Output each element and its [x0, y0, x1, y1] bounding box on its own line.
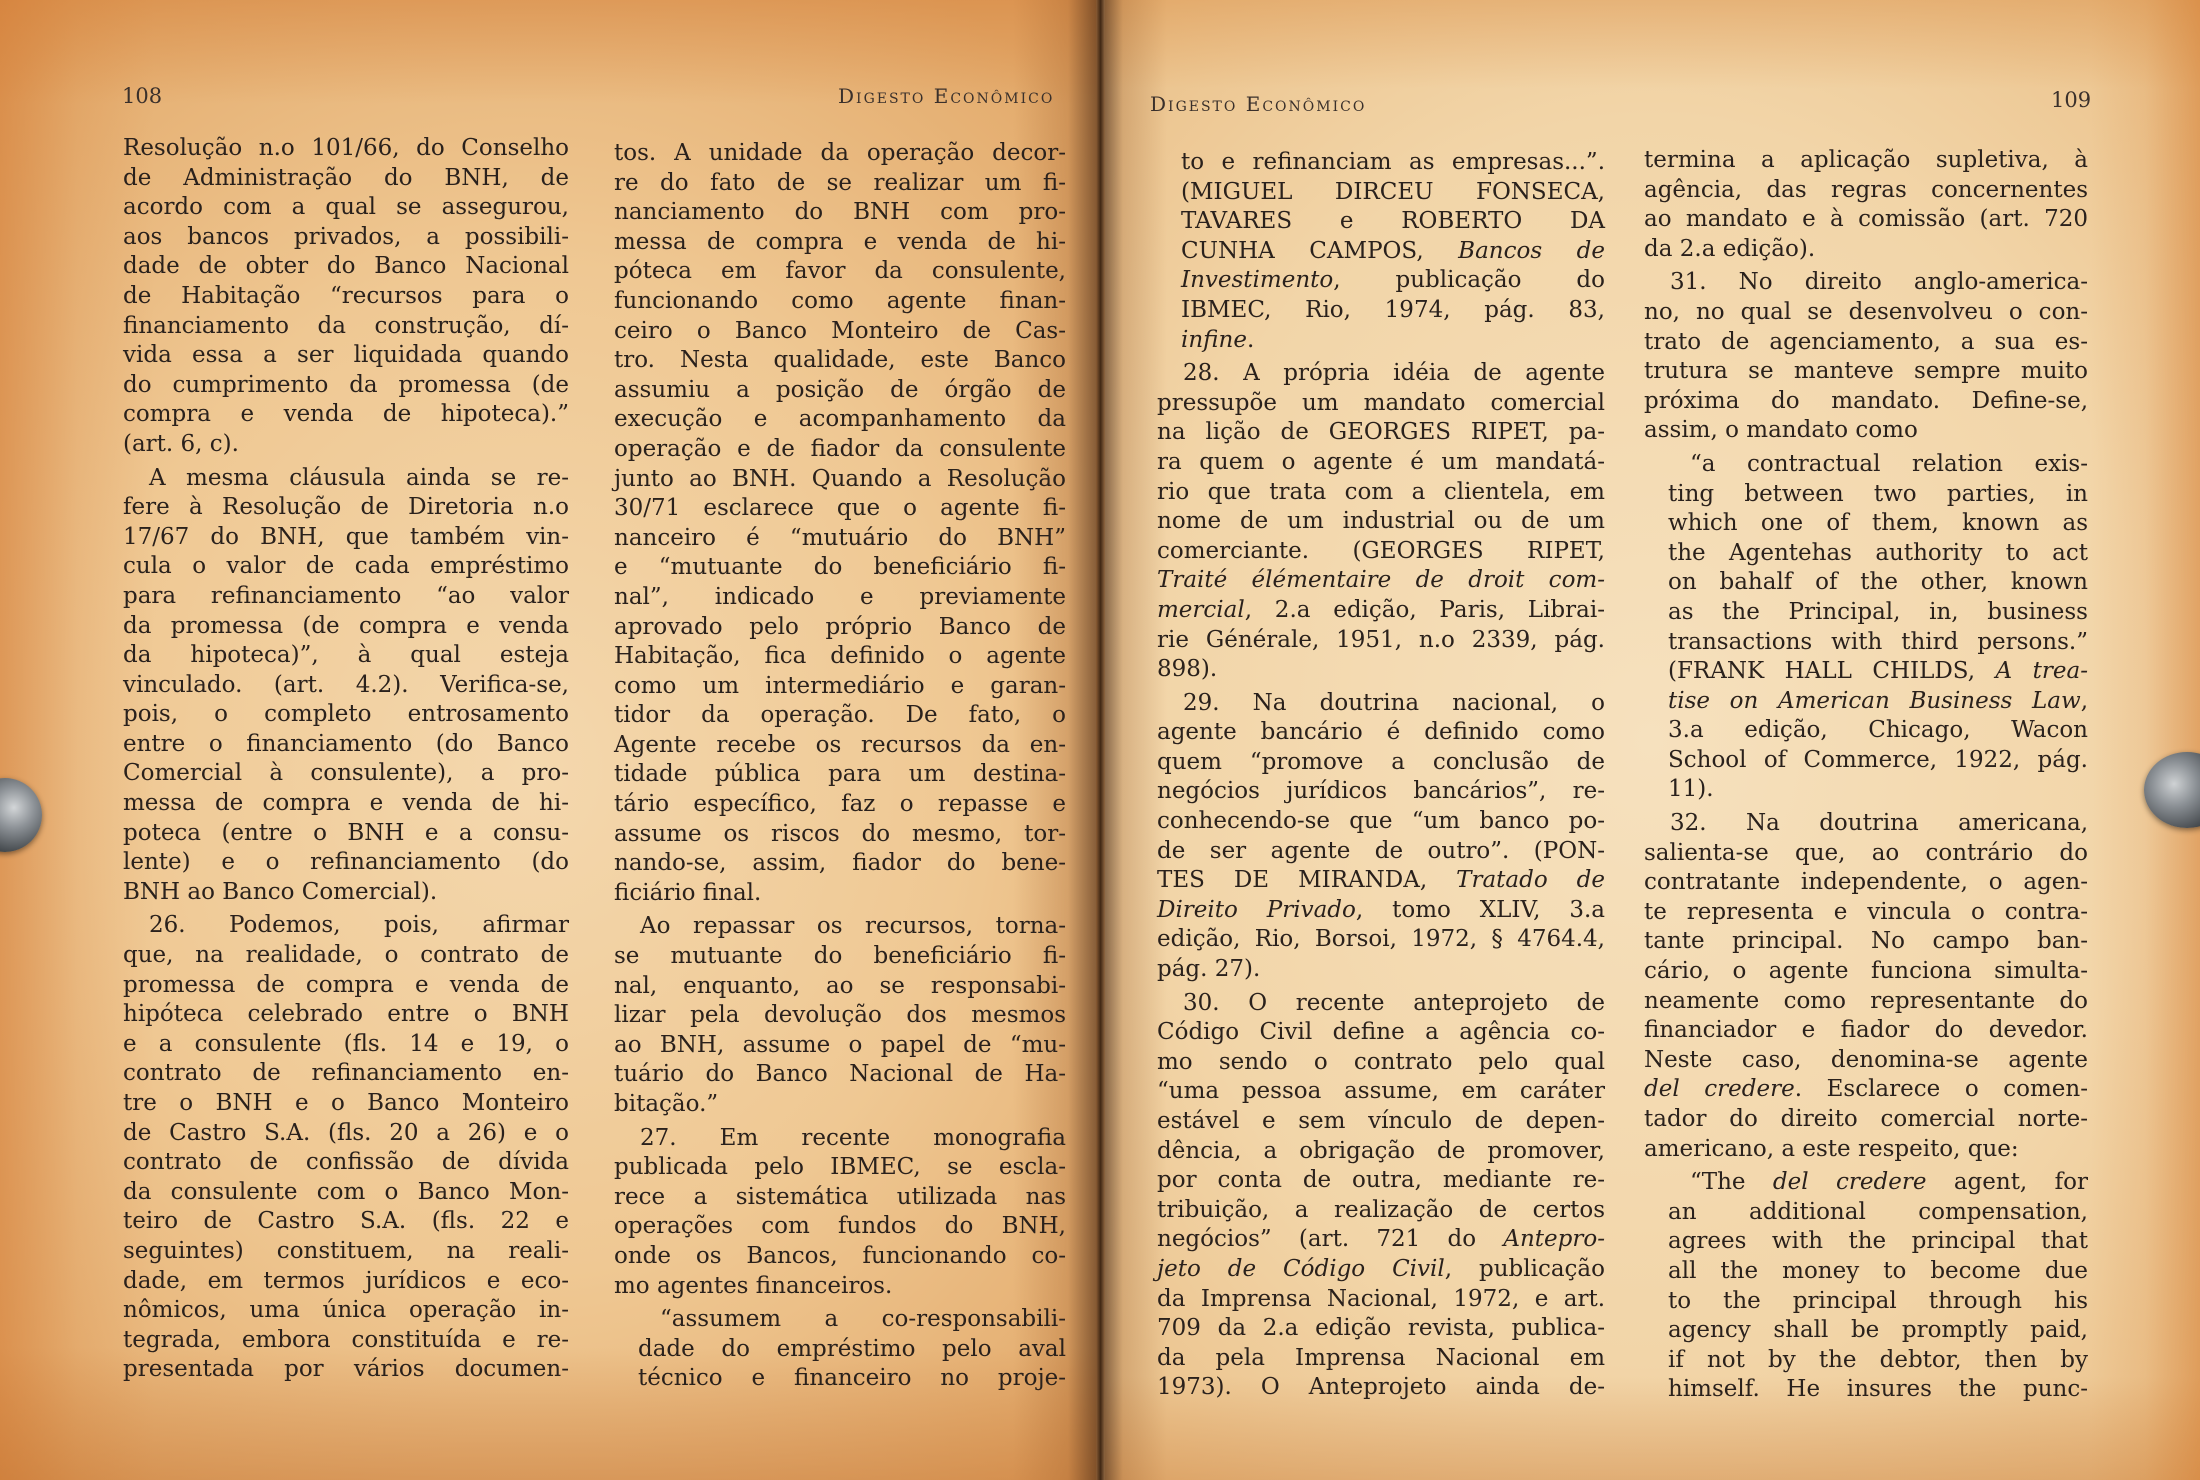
text-line: promessa de compra e venda de [123, 971, 569, 998]
text-line: póteca em favor da consulente, [614, 258, 1066, 285]
text-line: poteca (entre o BNH e a consu- [123, 819, 569, 846]
paragraph [1157, 359, 1605, 685]
text-line: re do fato de se realizar um fi- [614, 169, 1066, 196]
text-line: nômicos, uma única operação in- [123, 1297, 569, 1324]
text-line: hipóteca celebrado entre o BNH [123, 1001, 569, 1028]
text-line: entre o financiamento (do Banco [123, 730, 569, 757]
text-line: estável e sem vínculo de depen- [1157, 1108, 1605, 1134]
text-column-left-2 [614, 139, 1066, 1394]
text-line: técnico e financeiro no proje- [638, 1365, 1066, 1392]
block-quote [1668, 1168, 2088, 1405]
text-line: Direito Privado, tomo XLIV, 3.a [1157, 896, 1605, 923]
text-line: lente) e o refinanciamento (do [123, 849, 569, 876]
text-line: “assumem a co-responsabili- [660, 1306, 1066, 1333]
text-line: teiro de Castro S.A. (fls. 22 e [123, 1208, 569, 1235]
text-line: te representa e vincula o contra- [1644, 898, 2088, 925]
text-line: 1973). O Anteprojeto ainda de- [1157, 1374, 1605, 1401]
text-line: 27. Em recente monografia [640, 1124, 1066, 1151]
text-line: contrato de refinanciamento en- [123, 1060, 569, 1087]
text-line: e “mutuante do beneficiário fi- [614, 554, 1066, 581]
paragraph [614, 912, 1066, 1119]
text-line: Agente recebe os recursos da en- [614, 731, 1066, 758]
text-line: nal”, indicado e previamente [614, 583, 1066, 610]
paragraph [1644, 146, 2088, 264]
text-line: da pela Imprensa Nacional em [1157, 1344, 1605, 1371]
text-line: lizar pela devolução dos mesmos [614, 1002, 1066, 1029]
text-line: trato de agenciamento, a sua es- [1644, 328, 2088, 355]
text-line: da 2.a edição). [1644, 235, 1816, 262]
text-line: to the principal through his [1668, 1287, 2088, 1314]
text-line: comerciante. (GEORGES RIPET, [1157, 537, 1605, 564]
text-line: School of Commerce, 1922, pág. [1668, 746, 2088, 773]
text-line: tidade pública para um destina- [614, 761, 1066, 788]
text-line: CUNHA CAMPOS, Bancos de [1181, 237, 1605, 264]
italic-text: jeto de Código Civil [1157, 1255, 1445, 1282]
paragraph [123, 464, 569, 908]
text-line: tise on American Business Law, [1668, 687, 2088, 714]
text-line: publicada pelo IBMEC, se escla- [614, 1154, 1066, 1181]
text-line: IBMEC, Rio, 1974, pág. 83, [1181, 296, 1605, 323]
text-line: nanceiro é “mutuário do BNH” [614, 524, 1066, 551]
text-line: conhecendo-se que “um banco po- [1157, 808, 1605, 835]
running-title: Digesto Econômico [838, 84, 1055, 108]
text-line: dência, a obrigação de promover, [1157, 1137, 1605, 1164]
text-line: 29. Na doutrina nacional, o [1183, 689, 1605, 716]
text-line: an additional compensation, [1668, 1198, 2088, 1225]
text-line: messa de compra e venda de hi- [614, 228, 1066, 255]
text-line: “a contractual relation exis- [1690, 450, 2088, 477]
text-line: do cumprimento da promessa (de [123, 371, 569, 398]
text-line: TES DE MIRANDA, Tratado de [1157, 867, 1605, 894]
text-line: da hipoteca)”, à qual esteja [123, 642, 569, 669]
text-line: nando-se, assim, fiador do bene- [614, 850, 1066, 877]
text-line: tador do direito comercial norte- [1644, 1106, 2088, 1132]
text-line: dade de obter do Banco Nacional [123, 253, 569, 280]
text-line: “uma pessoa assume, em caráter [1157, 1078, 1605, 1105]
paragraph [614, 1124, 1066, 1302]
text-line: 26. Podemos, pois, afirmar [149, 912, 569, 939]
text-line: quem “promove a conclusão de [1157, 748, 1605, 775]
text-line: 30/71 esclarece que o agente fi- [614, 495, 1066, 522]
page-number: 108 [122, 84, 163, 108]
text-line: rio que trata com a clientela, em [1157, 478, 1605, 505]
italic-text: del credere [1772, 1169, 1927, 1196]
text-line: de ser agente de outro”. (PON- [1157, 837, 1605, 864]
text-line: agente bancário é definido como [1157, 719, 1605, 746]
text-line: e a consulente (fls. 14 e 19, o [123, 1030, 569, 1057]
text-line: tro. Nesta qualidade, este Banco [614, 347, 1066, 374]
text-line: acordo com a qual se assegurou, [123, 194, 569, 221]
text-line: operação e de fiador da consulente [614, 435, 1066, 462]
text-line: 30. O recente anteprojeto de [1183, 989, 1605, 1016]
text-line: 11). [1668, 776, 1714, 803]
text-line: fere à Resolução de Diretoria n.o [123, 494, 569, 521]
text-line: rece a sistemática utilizada nas [614, 1183, 1066, 1210]
paragraph [1644, 268, 2088, 446]
text-line: bitação.” [614, 1091, 719, 1117]
text-line: vinculado. (art. 4.2). Verifica-se, [123, 671, 569, 698]
text-line: (MIGUEL DIRCEU FONSECA, [1181, 178, 1605, 205]
text-line: como um intermediário e garan- [614, 672, 1066, 699]
text-line: assim, o mandato como [1644, 417, 1918, 444]
text-line: da Imprensa Nacional, 1972, e art. [1157, 1285, 1605, 1312]
text-line: to e refinanciam as empresas...”. [1181, 149, 1605, 175]
running-title: Digesto Econômico [1150, 92, 1367, 116]
text-line: 31. No direito anglo-america- [1670, 269, 2088, 296]
text-line: 28. A própria idéia de agente [1183, 360, 1605, 387]
text-line: Ao repassar os recursos, torna- [640, 913, 1066, 940]
text-line: ficiário final. [614, 879, 762, 906]
text-line: Habitação, fica definido o agente [614, 643, 1066, 670]
text-line: ao mandato e à comissão (art. 720 [1644, 206, 2088, 233]
text-line: da consulente com o Banco Mon- [123, 1178, 569, 1205]
right-page [1101, 0, 2200, 1480]
text-line: nome de um industrial ou de um [1157, 508, 1605, 535]
text-line: tante principal. No campo ban- [1644, 928, 2088, 955]
text-column-right-2 [1644, 146, 2088, 1405]
text-line: 3.a edição, Chicago, Wacon [1668, 717, 2088, 744]
text-line: salienta-se que, ao contrário do [1644, 839, 2088, 866]
text-line: pág. 27). [1157, 956, 1261, 983]
text-line: del credere. Esclarece o comen- [1644, 1076, 2088, 1103]
text-line: tos. A unidade da operação decor- [614, 140, 1066, 166]
italic-text: tise on American Business Law [1668, 687, 2081, 714]
text-line: execução e acompanhamento da [614, 406, 1066, 433]
block-quote [1181, 148, 1605, 355]
text-line: agency shall be promptly paid, [1668, 1317, 2088, 1344]
text-line: pois, o completo entrosamento [123, 701, 569, 728]
text-line: mo sendo o contrato pelo qual [1157, 1048, 1605, 1075]
text-line: if not by the debtor, then by [1668, 1346, 2088, 1373]
text-line: da promessa (de compra e venda [123, 612, 569, 639]
text-line: cula o valor de cada empréstimo [123, 553, 569, 580]
text-line: assume os riscos do mesmo, tor- [614, 820, 1066, 847]
text-line: which one of them, known as [1668, 510, 2088, 537]
italic-text: A trea- [1995, 658, 2088, 685]
text-line: nal, enquanto, ao se responsabi- [614, 972, 1066, 999]
text-line: termina a aplicação supletiva, à [1644, 147, 2088, 173]
block-quote [1668, 450, 2088, 805]
text-line: no, no qual se desenvolveu o con- [1644, 298, 2088, 325]
text-line: vida essa a ser liquidada quando [123, 342, 569, 369]
text-line: neamente como representante do [1644, 987, 2088, 1014]
text-line: himself. He insures the punc- [1668, 1376, 2088, 1403]
text-line: que, na realidade, o contrato de [123, 942, 569, 969]
text-line: agência, das regras concernentes [1644, 176, 2088, 203]
paragraph [614, 139, 1066, 908]
text-line: seguintes) constituem, na reali- [123, 1237, 569, 1264]
text-line: 32. Na doutrina americana, [1670, 810, 2088, 837]
text-line: aprovado pelo próprio Banco de [614, 613, 1066, 640]
text-column-left-1 [123, 134, 569, 1385]
text-line: de Administração do BNH, de [123, 164, 569, 191]
text-line: Código Civil define a agência co- [1157, 1019, 1605, 1046]
text-line: de Castro S.A. (fls. 20 a 26) e o [123, 1119, 569, 1146]
text-line: messa de compra e venda de hi- [123, 790, 569, 817]
text-line: financiamento da construção, dí- [123, 312, 569, 339]
text-line: negócios” (art. 721 do Antepro- [1157, 1226, 1605, 1253]
text-line: onde os Bancos, funcionando co- [614, 1242, 1066, 1269]
text-line: ao BNH, assume o papel de “mu- [614, 1031, 1066, 1058]
text-line: compra e venda de hipoteca).” [123, 401, 569, 428]
block-quote [638, 1305, 1066, 1394]
text-line: Resolução n.o 101/66, do Conselho [123, 135, 569, 161]
text-line: trutura se manteve sempre muito [1644, 358, 2088, 385]
text-line: (FRANK HALL CHILDS, A trea- [1668, 658, 2088, 685]
italic-text: del credere [1644, 1076, 1795, 1103]
text-line: edição, Rio, Borsoi, 1972, § 4764.4, [1157, 926, 1605, 953]
text-line: tre o BNH e o Banco Monteiro [123, 1090, 569, 1116]
text-line: próxima do mandato. Define-se, [1644, 387, 2088, 414]
text-line: jeto de Código Civil, publicação [1157, 1255, 1605, 1282]
text-line: on bahalf of the other, known [1668, 569, 2088, 596]
text-line: ting between two parties, in [1668, 480, 2088, 507]
paragraph [123, 911, 569, 1385]
text-line: A mesma cláusula ainda se re- [149, 464, 569, 491]
text-line: por conta de outra, mediante re- [1157, 1167, 1605, 1194]
italic-text: Investimento [1181, 267, 1334, 294]
text-line: transactions with third persons.” [1668, 628, 2088, 655]
text-line: mo agentes financeiros. [614, 1272, 893, 1299]
text-line: assumiu a posição de órgão de [614, 376, 1066, 403]
text-line: contratante independente, o agen- [1644, 869, 2088, 896]
paragraph [1157, 989, 1605, 1403]
text-line: dade, em termos jurídicos e eco- [123, 1267, 569, 1294]
text-line: se mutuante do beneficiário fi- [614, 943, 1066, 970]
text-line: ra quem o agente é um mandatá- [1157, 448, 1605, 475]
text-line: 17/67 do BNH, que também vin- [123, 523, 569, 550]
text-line: tribuição, a realização de certos [1157, 1196, 1605, 1223]
text-line: 709 da 2.a edição revista, publica- [1157, 1315, 1605, 1342]
text-line: tidor da operação. De fato, o [614, 702, 1066, 729]
italic-text: Antepro- [1503, 1226, 1605, 1253]
text-line: tário específico, faz o repasse e [614, 791, 1066, 818]
text-line: all the money to become due [1668, 1257, 2088, 1284]
text-line [1157, 566, 1605, 596]
text-line: operações com fundos do BNH, [614, 1213, 1066, 1240]
text-line: financiador e fiador do devedor. [1644, 1017, 2088, 1044]
text-line: Neste caso, denomina-se agente [1644, 1046, 2088, 1073]
text-line: dade do empréstimo pelo aval [638, 1335, 1066, 1362]
text-line: na lição de GEORGES RIPET, pa- [1157, 419, 1605, 446]
italic-text: Traité élémentaire de droit com- [1157, 567, 1605, 594]
binder-clip [0, 778, 42, 852]
text-line: agrees with the principal that [1668, 1228, 2088, 1255]
text-line: Comercial à consulente), a pro- [123, 760, 569, 787]
text-line: Investimento, publicação do [1181, 267, 1605, 294]
page-number: 109 [2051, 88, 2092, 112]
text-line: pressupõe um mandato comercial [1157, 389, 1605, 416]
text-line: para refinanciamento “ao valor [123, 582, 569, 609]
text-line: negócios jurídicos bancários”, re- [1157, 778, 1605, 805]
text-line: BNH ao Banco Comercial). [123, 878, 438, 905]
text-line: tegrada, embora constituída e re- [123, 1326, 569, 1353]
text-line: ceiro o Banco Monteiro de Cas- [614, 317, 1066, 344]
italic-text: mercial [1157, 596, 1245, 623]
text-line: TAVARES e ROBERTO DA [1181, 208, 1605, 235]
text-column-right-1 [1157, 148, 1605, 1403]
text-line: cário, o agente funciona simulta- [1644, 958, 2088, 985]
italic-text: Direito Privado [1157, 896, 1356, 923]
italic-text: Tratado de [1456, 867, 1605, 894]
text-line: the Agentehas authority to act [1668, 539, 2088, 566]
paragraph [1157, 689, 1605, 985]
text-line: tuário do Banco Nacional de Ha- [614, 1061, 1066, 1088]
text-line: (art. 6, c). [123, 430, 239, 457]
italic-text: infine [1181, 326, 1247, 353]
text-line: nanciamento do BNH com pro- [614, 199, 1066, 226]
text-line: americano, a este respeito, que: [1644, 1135, 2019, 1162]
text-line: mercial, 2.a edição, Paris, Librai- [1157, 596, 1605, 623]
text-line: de Habitação “recursos para o [123, 282, 569, 309]
text-line: “The del credere agent, for [1690, 1169, 2088, 1196]
text-line: contrato de confissão de dívida [123, 1149, 569, 1176]
text-line: infine. [1181, 326, 1255, 353]
text-line: aos bancos privados, a possibili- [123, 223, 569, 250]
paragraph [1644, 809, 2088, 1164]
paragraph [123, 134, 569, 460]
text-line: rie Générale, 1951, n.o 2339, pág. [1157, 626, 1605, 653]
italic-text: Bancos de [1458, 237, 1605, 264]
book-spine [1096, 0, 1105, 1480]
text-line: as the Principal, in, business [1668, 598, 2088, 625]
text-line: funcionando como agente finan- [614, 287, 1066, 314]
text-line: junto ao BNH. Quando a Resolução [614, 465, 1066, 492]
text-line: presentada por vários documen- [123, 1356, 569, 1383]
text-line: 898). [1157, 656, 1218, 683]
